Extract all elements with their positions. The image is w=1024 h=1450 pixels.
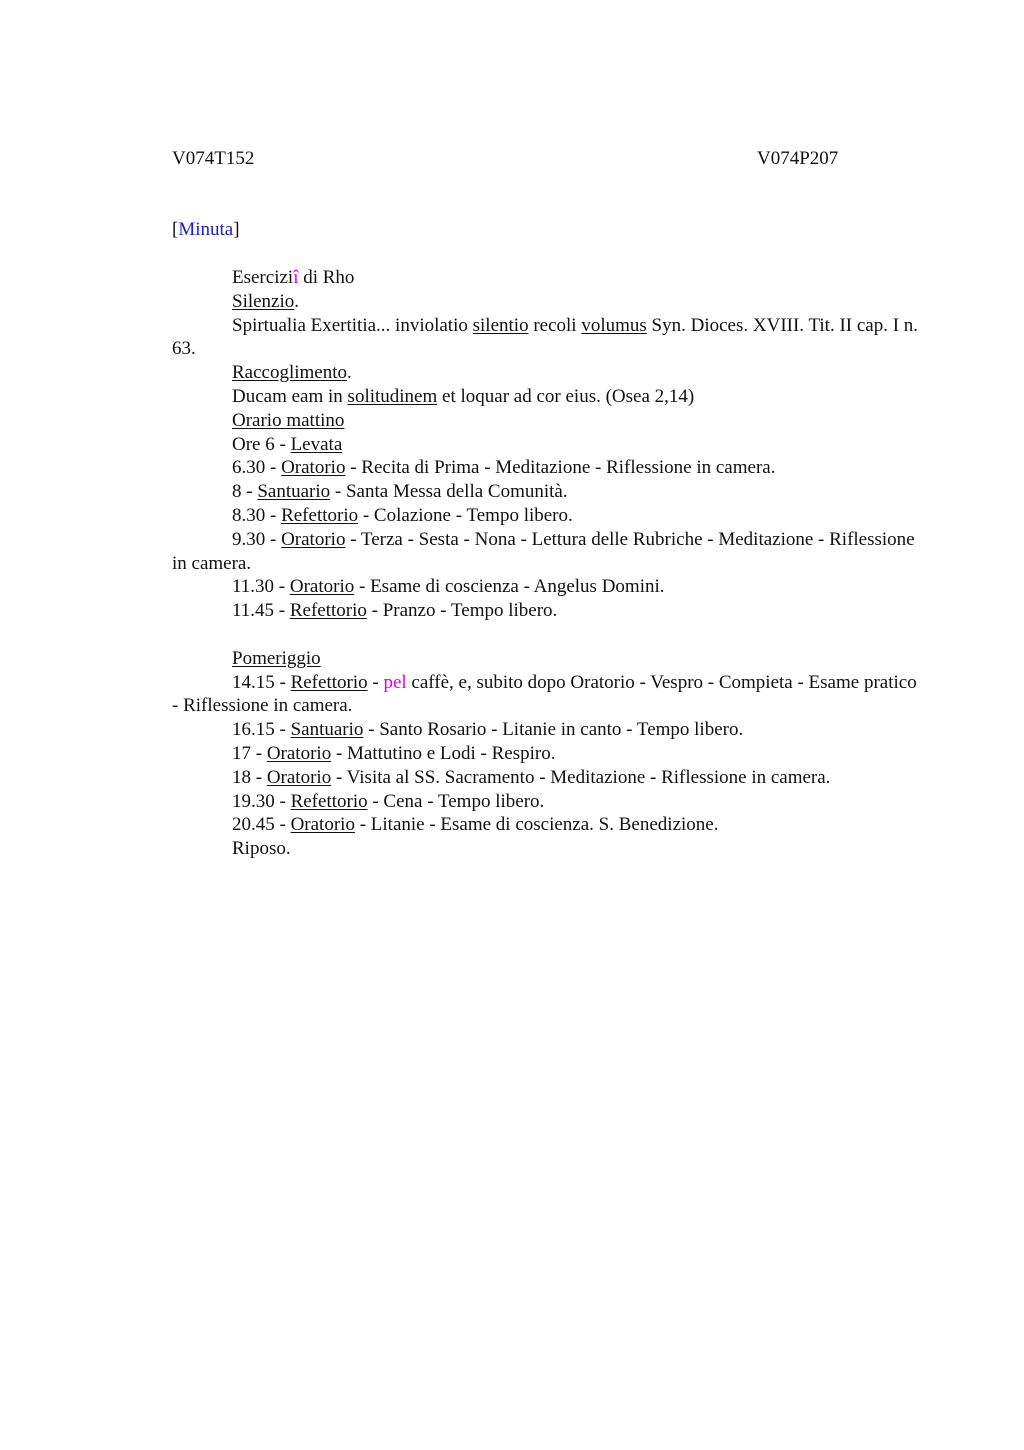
editorial-marker: pel: [383, 671, 407, 693]
section-silenzio: Silenzio.: [232, 290, 300, 312]
minuta-word: Minuta: [178, 219, 234, 240]
location: Santuario: [290, 719, 364, 741]
synod-quote: Spirtualia Exertitia... inviolatio silentio recoli volumus Syn. Dioces. XVIII. Tit. II cap. I n. 63.: [172, 314, 919, 360]
schedule-entry: 17 - Oratorio - Mattutino e Lodi - Respiro.: [232, 742, 556, 764]
location: Refettorio: [290, 790, 368, 812]
location: Oratorio: [266, 766, 332, 788]
volume-page-code: V074P207: [757, 148, 839, 169]
schedule-entry: 20.45 - Oratorio - Litanie - Esame di coscienza. S. Benedizione.: [232, 814, 719, 836]
location: Oratorio: [290, 814, 355, 836]
schedule-entry: Ore 6 - Levata: [232, 433, 343, 455]
editorial-marker: î: [293, 267, 299, 288]
schedule-entry: 9.30 - Oratorio - Terza - Sesta - Nona - Lettura delle Rubriche - Meditazione - Riflessione in camera.: [172, 528, 915, 574]
schedule-entry: 16.15 - Santuario - Santo Rosario - Litanie in canto - Tempo libero.: [232, 719, 744, 741]
afternoon-heading: Pomeriggio: [232, 647, 321, 669]
bracket-close: ]: [233, 219, 240, 240]
location: Refettorio: [281, 504, 359, 526]
minuta-label: [172, 218, 240, 242]
silenzio-heading: Silenzio: [232, 290, 295, 312]
document-title: Eserciziî di Rho: [232, 267, 355, 288]
document-body: [172, 266, 924, 861]
schedule-entry: 18 - Oratorio - Visita al SS. Sacramento - Meditazione - Riflessione in camera.: [232, 766, 831, 788]
afternoon-schedule: [172, 718, 924, 837]
schedule-entry: 8 - Santuario - Santa Messa della Comunità.: [232, 481, 568, 503]
volume-text-code: V074T152: [172, 148, 255, 169]
closing-line: Riposo.: [232, 838, 291, 860]
location: Oratorio: [289, 576, 355, 598]
schedule-entry: 11.45 - Refettorio - Pranzo - Tempo libero.: [232, 600, 558, 622]
location: Refettorio: [289, 600, 367, 622]
schedule-entry: 8.30 - Refettorio - Colazione - Tempo libero.: [232, 504, 573, 526]
schedule-entry: 19.30 - Refettorio - Cena - Tempo libero.: [232, 790, 545, 812]
location: Oratorio: [281, 457, 346, 479]
schedule-entry: 11.30 - Oratorio - Esame di coscienza - Angelus Domini.: [232, 576, 665, 598]
bracket-open: [: [172, 219, 179, 240]
schedule-entry: 14.15 - Refettorio - pel caffè, e, subito dopo Oratorio - Vespro - Compieta - Esame pratico - Riflessione in camera.: [172, 671, 917, 717]
location: Levata: [290, 433, 343, 455]
location: Santuario: [257, 481, 331, 503]
morning-schedule: [172, 433, 924, 623]
location: Oratorio: [266, 742, 332, 764]
schedule-entry: 6.30 - Oratorio - Recita di Prima - Meditazione - Riflessione in camera.: [232, 457, 776, 479]
location: Oratorio: [281, 528, 346, 550]
section-raccoglimento: Raccoglimento.: [232, 362, 352, 384]
raccoglimento-heading: Raccoglimento: [232, 362, 348, 384]
osea-quote: Ducam eam in solitudinem et loquar ad cor eius. (Osea 2,14): [232, 385, 695, 407]
morning-heading: Orario mattino: [232, 409, 345, 431]
